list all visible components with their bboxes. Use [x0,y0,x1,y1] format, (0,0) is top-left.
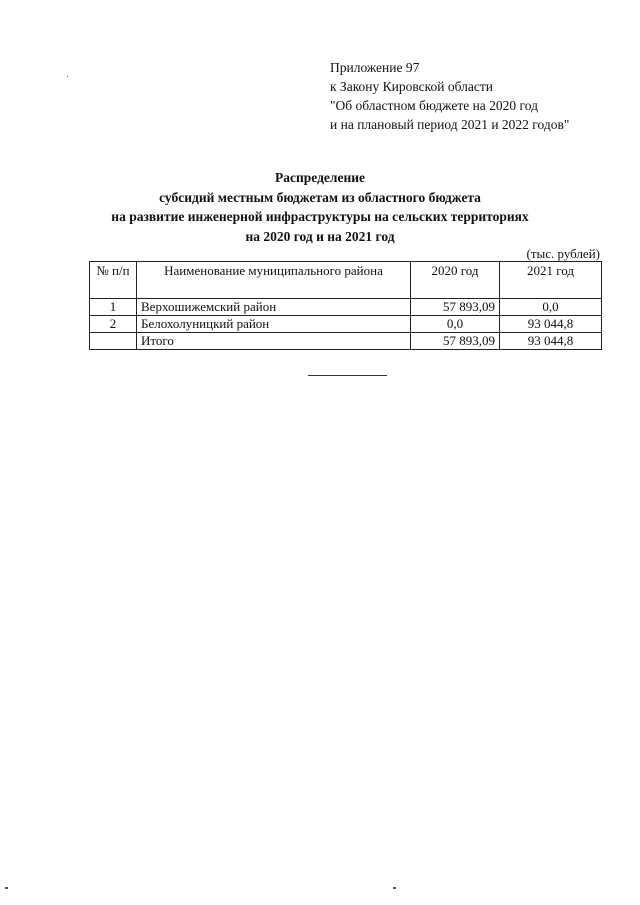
row-value-2020: 0,0 [411,316,500,333]
end-rule [308,375,387,376]
scan-speck [393,887,396,889]
appendix-line-1: Приложение 97 [330,60,420,75]
appendix-line-3: "Об областном бюджете на 2020 год [330,98,538,113]
scan-speck [5,887,8,889]
header-district-name: Наименование муниципального района [137,262,411,299]
row-value-2020: 57 893,09 [411,299,500,316]
units-label: (тыс. рублей) [526,246,600,261]
appendix-line-2: к Закону Кировской области [330,79,494,94]
scan-speck [67,76,68,77]
row-value-2021: 0,0 [500,299,602,316]
row-value-2021: 93 044,8 [500,316,602,333]
title-line-4: на 2020 год и на 2021 год [245,228,395,244]
document-title [0,168,640,246]
title-line-2: субсидий местным бюджетам из областного бюджета [159,189,481,205]
row-district-name: Верхошижемский район [137,299,411,316]
total-value-2021: 93 044,8 [500,333,602,350]
header-number: № п/п [90,262,137,299]
total-value-2020: 57 893,09 [411,333,500,350]
appendix-note [330,58,569,134]
total-label: Итого [137,333,411,350]
table-row [90,299,602,316]
row-number: 2 [90,316,137,333]
total-number [90,333,137,350]
table-total-row [90,333,602,350]
header-2021: 2021 год [500,262,602,299]
row-district-name: Белохолуницкий район [137,316,411,333]
header-2020: 2020 год [411,262,500,299]
subsidy-table [89,261,602,350]
title-line-1: Распределение [274,170,366,185]
table-header-row [90,262,602,299]
title-line-3: на развитие инженерной инфраструктуры на сельских территориях [111,209,529,224]
table-row [90,316,602,333]
row-number: 1 [90,299,137,316]
appendix-line-4: и на плановый период 2021 и 2022 годов" [330,117,570,132]
